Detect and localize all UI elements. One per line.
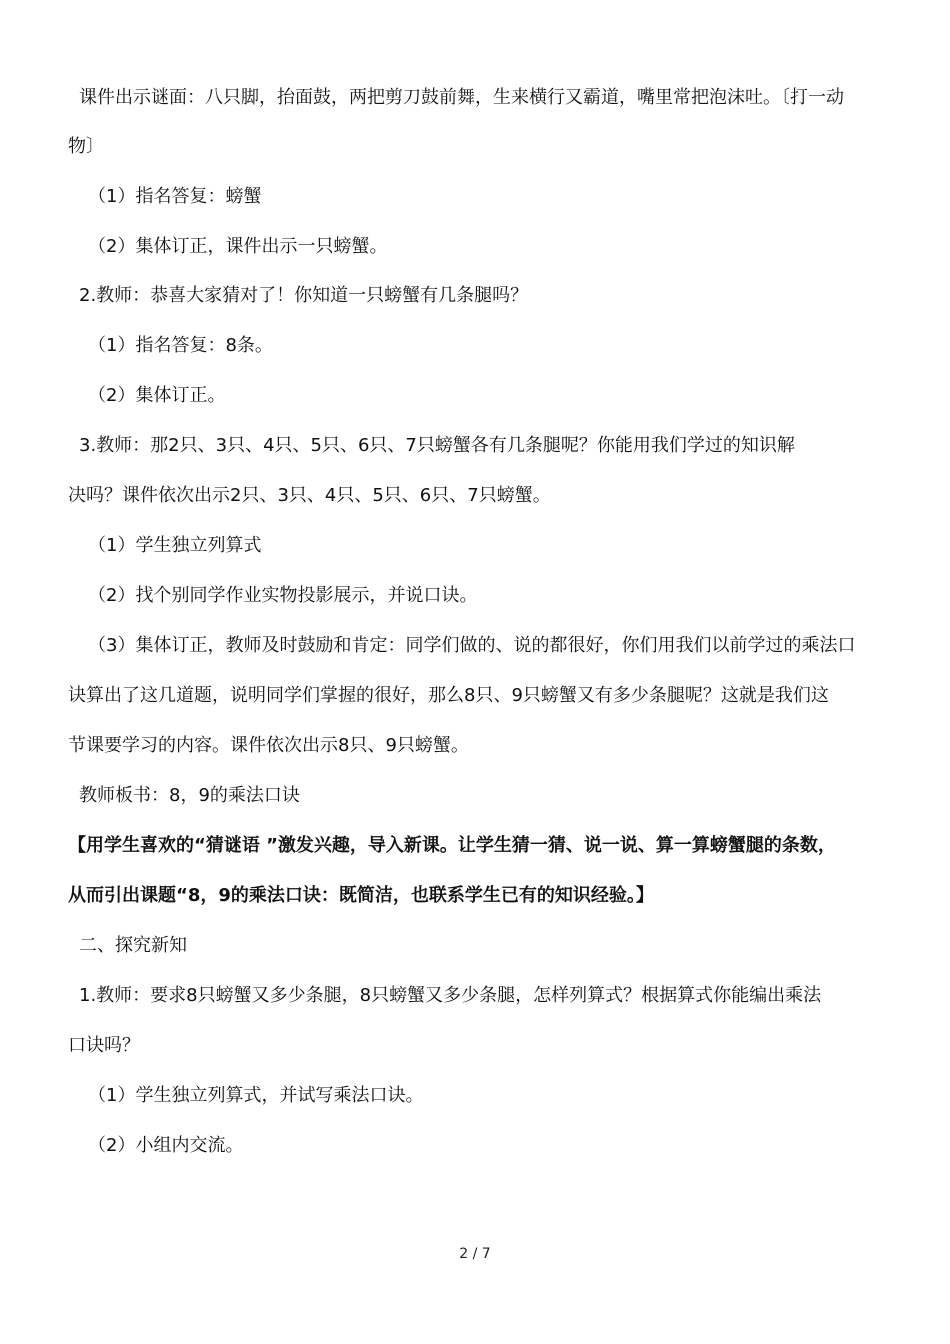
text-line: （1）学生独立列算式，并试写乘法口诀。	[88, 1085, 424, 1106]
text-line: 口诀吗？	[68, 1035, 140, 1056]
text-line: （1）学生独立列算式	[88, 535, 262, 556]
text-line: 3.教师：那2只、3只、4只、5只、6只、7只螃蟹各有几条腿呢？你能用我们学过的知识解	[79, 435, 795, 456]
text-line: 物〕	[68, 136, 104, 157]
text-line: 课件出示谜面：八只脚，抬面鼓，两把剪刀鼓前舞，生来横行又霸道，嘴里常把泡沫吐。〔打一动	[79, 87, 844, 108]
text-line: （2）找个别同学作业实物投影展示，并说口诀。	[88, 585, 478, 606]
text-line: 教师板书：8，9的乘法口诀	[79, 785, 300, 806]
section-heading: 二、探究新知	[79, 935, 187, 956]
text-line: 【用学生喜欢的“猜谜语 ”激发兴趣，导入新课。让学生猜一猜、说一说、算一算螃蟹腿的条数，	[68, 835, 836, 856]
text-line: 2.教师：恭喜大家猜对了！你知道一只螃蟹有几条腿吗？	[79, 285, 529, 306]
text-line: 节课要学习的内容。课件依次出示8只、9只螃蟹。	[68, 735, 469, 756]
text-line: 决吗？课件依次出示2只、3只、4只、5只、6只、7只螃蟹。	[68, 485, 551, 506]
text-line: 诀算出了这几道题，说明同学们掌握的很好，那么8只、9只螃蟹又有多少条腿呢？这就是我们这	[68, 685, 829, 706]
text-line: （2）集体订正。	[88, 385, 226, 406]
text-line: 1.教师：要求8只螃蟹又多少条腿，8只螃蟹又多少条腿，怎样列算式？根据算式你能编出乘法	[79, 985, 822, 1006]
text-line: （3）集体订正，教师及时鼓励和肯定：同学们做的、说的都很好，你们用我们以前学过的乘法口	[88, 635, 856, 656]
text-line: （1）指名答复：螃蟹	[88, 186, 262, 207]
text-line: （2）集体订正，课件出示一只螃蟹。	[88, 236, 388, 257]
text-line: （2）小组内交流。	[88, 1135, 244, 1156]
text-line: （1）指名答复：8条。	[88, 335, 273, 356]
page-number: 2 / 7	[459, 1246, 491, 1262]
text-line: 从而引出课题“8，9的乘法口诀：既简洁，也联系学生已有的知识经验。】	[68, 885, 654, 906]
